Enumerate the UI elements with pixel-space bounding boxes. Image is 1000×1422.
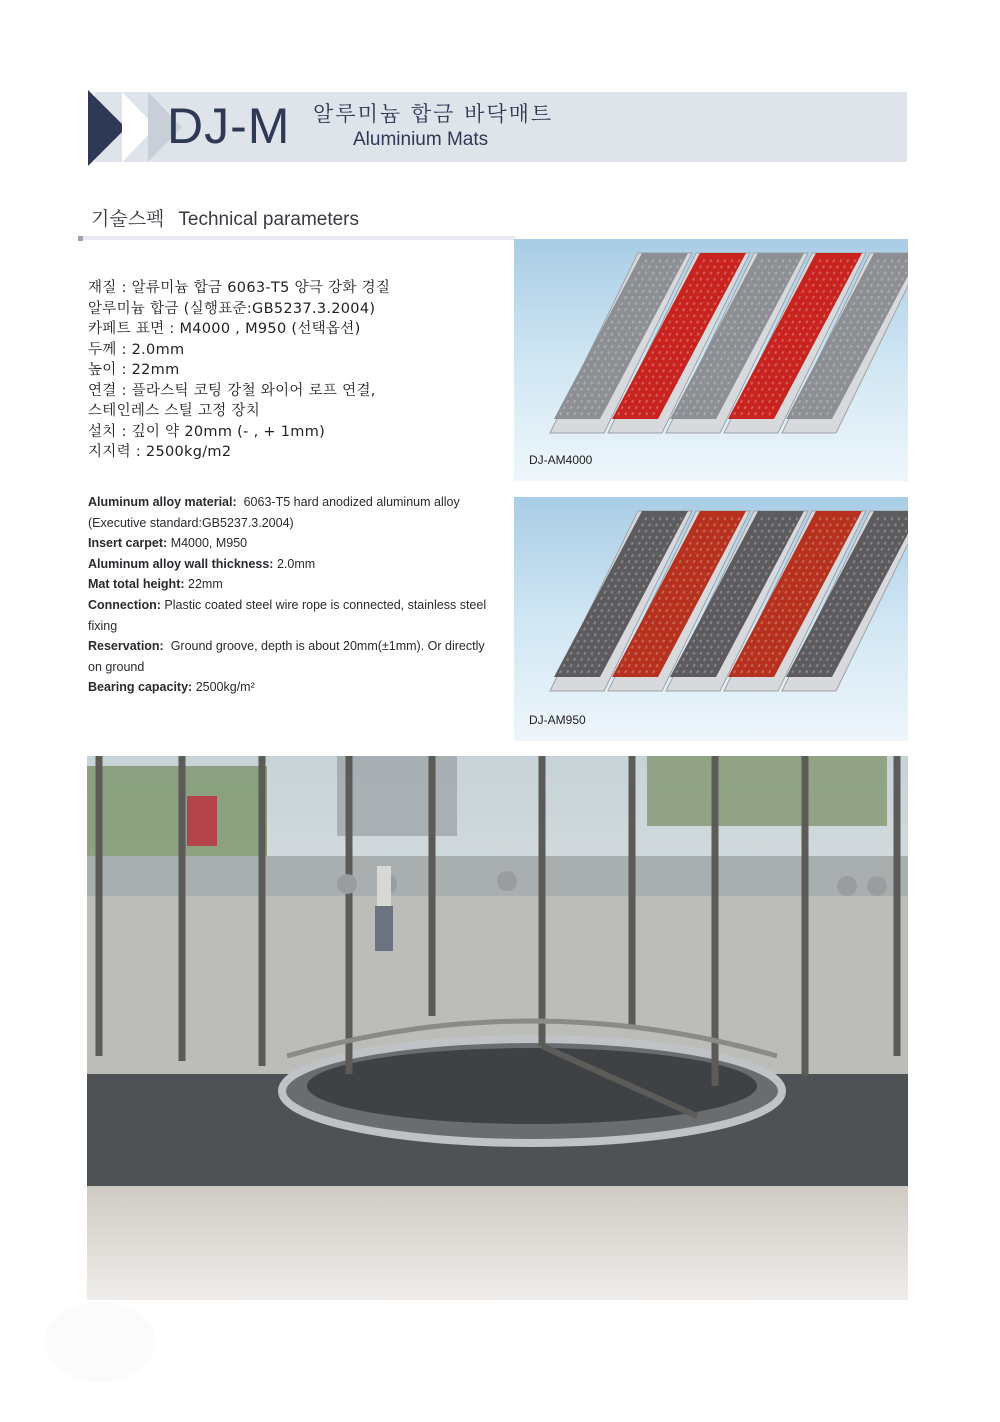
revolving-door-illustration — [87, 756, 908, 1300]
photo-caption: DJ-AM4000 — [529, 453, 593, 467]
section-title-english: Technical parameters — [178, 209, 360, 230]
spec-row-thickness: Aluminum alloy wall thickness: 2.0mm — [88, 556, 316, 571]
divider-dot — [78, 236, 83, 241]
spec-row-bearing: Bearing capacity: 2500kg/m² — [88, 680, 255, 695]
spec-line-kr: 스테인레스 스틸 고정 장치 — [88, 403, 261, 419]
korean-spec-list — [88, 278, 508, 463]
title-korean: 알루미늄 합금 바닥매트 — [313, 102, 554, 126]
installation-photo — [87, 756, 908, 1300]
product-photo-am4000 — [514, 239, 908, 481]
spec-line-kr: 알루미늄 합금 (실행표준:GB5237.3.2004) — [88, 300, 376, 317]
product-photo-am950 — [514, 497, 908, 741]
english-spec-list — [88, 492, 492, 698]
title-english: Aluminium Mats — [353, 129, 489, 150]
banner-arrow-icon — [88, 90, 126, 166]
spec-row-carpet: Insert carpet: M4000, M950 — [88, 536, 248, 551]
model-code: DJ-M — [167, 98, 291, 154]
section-title-korean: 기술스펙 — [91, 208, 165, 230]
photo-caption: DJ-AM950 — [529, 713, 586, 727]
spec-line-kr: 연결 : 플라스틱 코팅 강철 와이어 로프 연결, — [88, 382, 376, 399]
spec-row-reservation: Reservation: Ground groove, depth is about 20mm(±1mm). Or directly on ground — [88, 639, 485, 674]
spec-row-height: Mat total height: 22mm — [88, 577, 223, 592]
mat-illustration — [514, 497, 908, 741]
spec-line-kr: 지지력 : 2500kg/m2 — [88, 444, 232, 460]
mat-illustration — [514, 239, 908, 481]
spec-line-kr: 높이 : 22mm — [88, 362, 180, 378]
decorative-blob — [44, 1302, 156, 1382]
spec-row-material: Aluminum alloy material: 6063-T5 hard anodized aluminum alloy (Executive standard:GB5237.3.2004) — [88, 495, 460, 530]
spec-line-kr: 재질 : 알류미늄 합금 6063-T5 양극 강화 경질 — [88, 280, 391, 296]
spec-line-kr: 두께 : 2.0mm — [88, 341, 185, 358]
spec-row-connection: Connection: Plastic coated steel wire rope is connected, stainless steel fixing — [88, 597, 487, 633]
spec-line-kr: 설치 : 깊이 약 20mm (- , + 1mm) — [88, 423, 326, 440]
section-divider — [79, 236, 515, 240]
spec-line-kr: 카페트 표면 : M4000 , M950 (선택옵션) — [88, 321, 361, 337]
section-title — [91, 204, 359, 231]
